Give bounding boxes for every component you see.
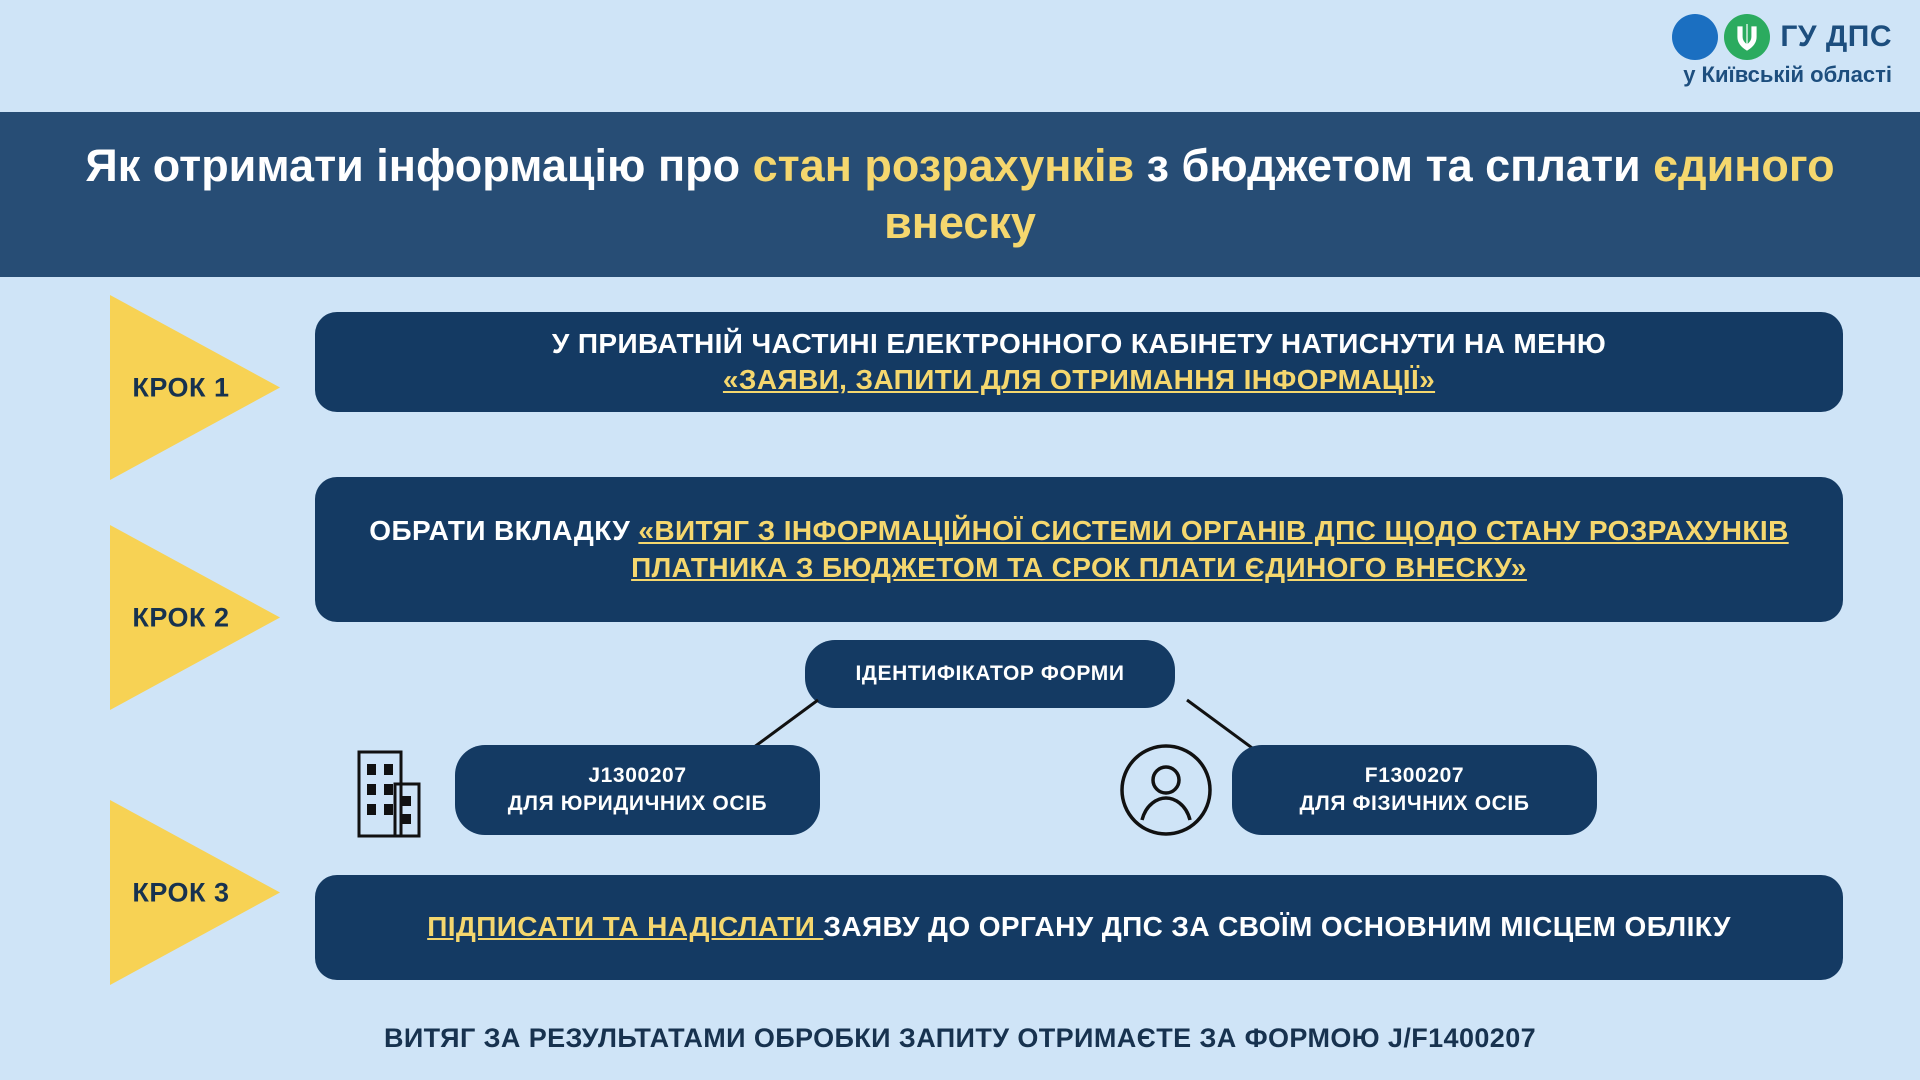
building-icon [335, 740, 425, 845]
step-2-arrow [110, 525, 280, 710]
legal-entity-card [455, 745, 820, 835]
step-1-arrow [110, 295, 280, 480]
step-3-card [315, 875, 1843, 980]
title-part-2: з бюджетом та сплати [1134, 140, 1654, 192]
step-3-label: КРОК 3 [132, 877, 230, 907]
step-1-text: У ПРИВАТНІЙ ЧАСТИНІ ЕЛЕКТРОННОГО КАБІНЕТУ НАТИСНУТИ НА МЕНЮ [551, 327, 1607, 359]
step-1-label: КРОК 1 [132, 372, 230, 402]
logo-marks [1672, 14, 1770, 60]
step-2-text: ОБРАТИ ВКЛАДКУ [369, 515, 639, 547]
person-icon [1118, 742, 1214, 843]
individual-caption: ДЛЯ ФІЗИЧНИХ ОСІБ [1299, 792, 1530, 815]
logo-line-1: ГУ ДПС [1780, 20, 1892, 54]
legal-entity-caption: ДЛЯ ЮРИДИЧНИХ ОСІБ [507, 792, 768, 815]
step-1-card [315, 312, 1843, 412]
legal-entity-code: J1300207 [588, 763, 687, 787]
individual-card [1232, 745, 1597, 835]
page-title-banner [0, 112, 1920, 277]
footer-note: ВИТЯГ ЗА РЕЗУЛЬТАТАМИ ОБРОБКИ ЗАПИТУ ОТРИМАЄТЕ ЗА ФОРМОЮ J/F1400207 [383, 1023, 1537, 1053]
logo-line-2: у Київській області [1683, 62, 1892, 87]
form-identifier-title [805, 640, 1175, 708]
title-part-1: Як отримати інформацію про [85, 140, 753, 192]
title-highlight-1: стан розрахунків [752, 140, 1135, 192]
page-title [0, 138, 1920, 251]
logo-text [1780, 21, 1892, 53]
step-3-highlight: ПІДПИСАТИ ТА НАДІСЛАТИ [427, 911, 824, 943]
individual-code: F1300207 [1364, 763, 1465, 787]
step-2-highlight: «ВИТЯГ З ІНФОРМАЦІЙНОЇ СИСТЕМИ ОРГАНІВ ДПС ЩОДО СТАНУ РОЗРАХУНКІВ ПЛАТНИКА З БЮДЖЕТОМ ТА СРОК ПЛАТИ ЄДИНОГО ВНЕСКУ» [631, 515, 1789, 583]
circle-blue-icon [1672, 14, 1718, 60]
form-identifier-title-text: ІДЕНТИФІКАТОР ФОРМИ [855, 661, 1125, 685]
logo-subtitle-wrap [1683, 62, 1892, 88]
step-1-highlight: «ЗАЯВИ, ЗАПИТИ ДЛЯ ОТРИМАННЯ ІНФОРМАЦІЇ» [722, 364, 1436, 395]
trident-emblem-icon [1724, 14, 1770, 60]
organization-logo [1672, 14, 1892, 60]
title-highlight-2: єдиного внеску [884, 140, 1835, 248]
step-2-card [315, 477, 1843, 622]
step-3-arrow [110, 800, 280, 985]
step-2-label: КРОК 2 [132, 602, 230, 632]
step-3-text: ЗАЯВУ ДО ОРГАНУ ДПС ЗА СВОЇМ ОСНОВНИМ МІСЦЕМ ОБЛІКУ [823, 911, 1731, 943]
